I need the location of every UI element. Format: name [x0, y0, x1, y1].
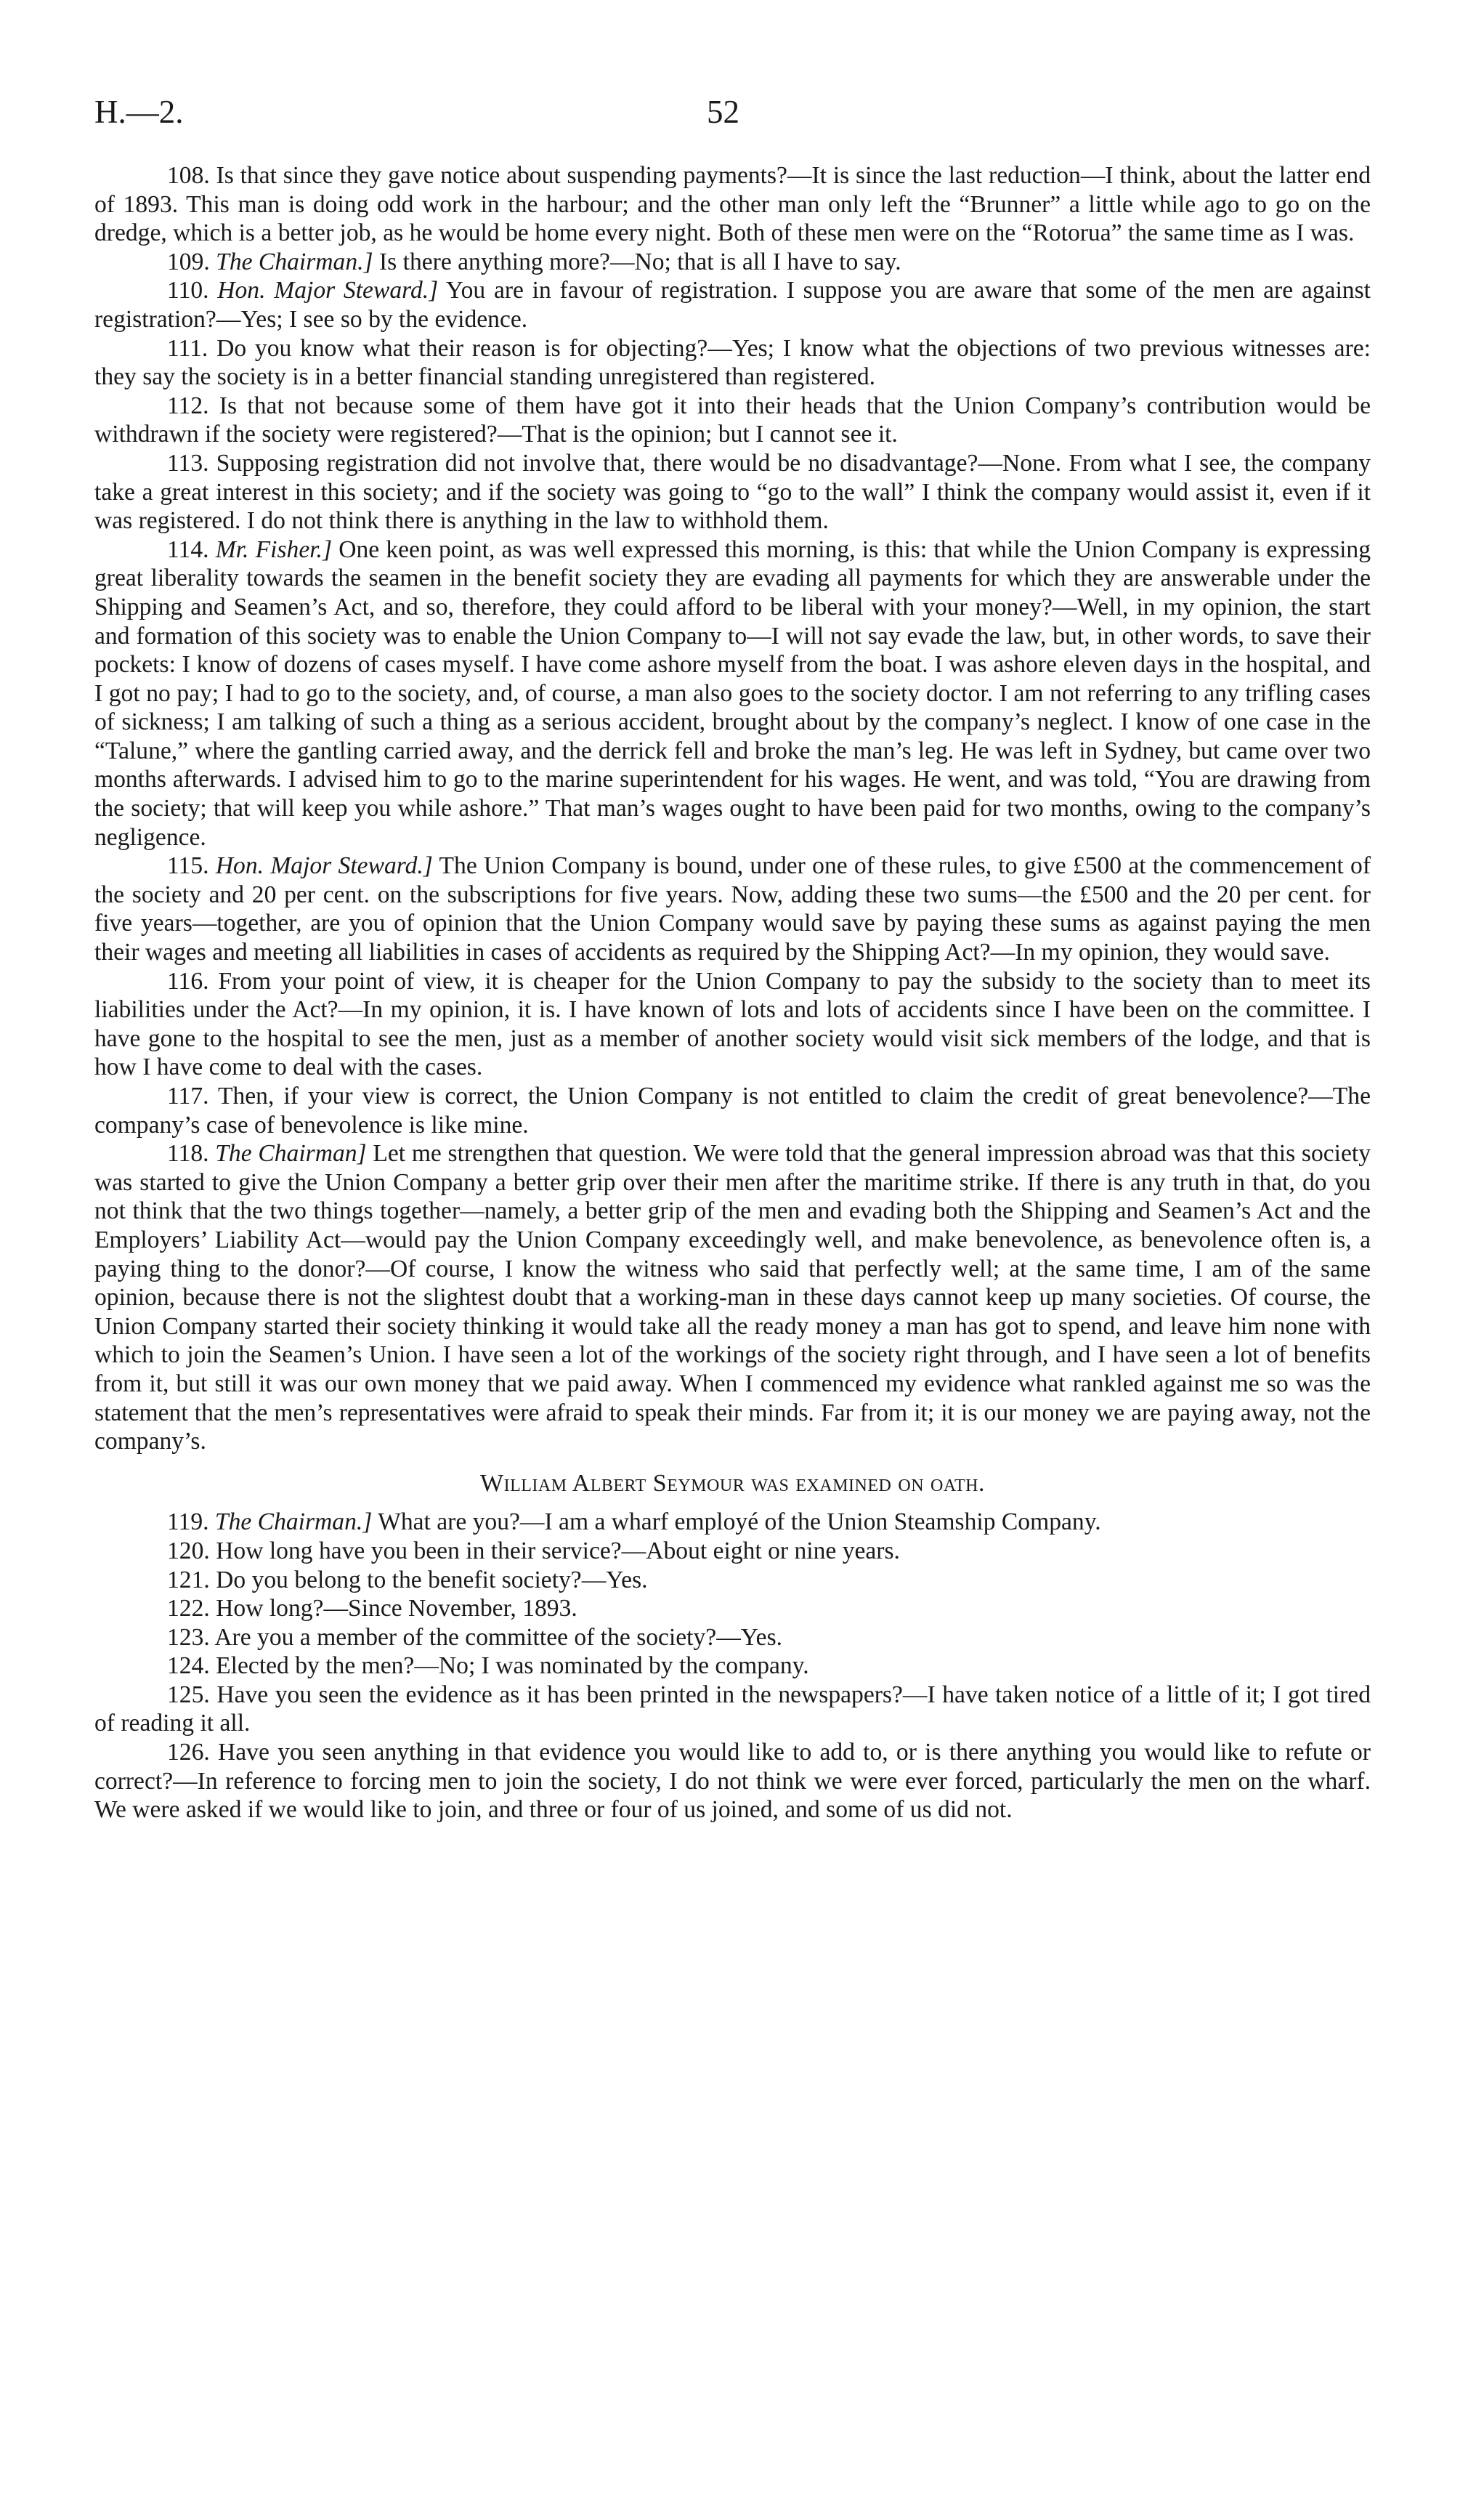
question-answer-text: One keen point, as was well expressed this morning, is this: that while the Union Company is expressing great liberality towards the seamen in the benefit society they are evading all payments for which they are answerable under the Shipping and Seamen’s Act, and so, therefore, they could afford to be liberal with your money?—Well, in my opinion, the start and formation of this society was to enable the Union Company to—I will not say evade the law, but, in other words, to save their pockets: I know of dozens of cases myself. I have come ashore myself from the boat. I was ashore eleven days in the hospital, and I got no pay; I had to go to the society, and, of course, a man also goes to the society doctor. I am not referring to any trifling cases of sickness; I am talking of such a thing as a serious accident, brought about by the company’s neglect. I know of one case in the “Talune,” where the gantling carried away, and the derrick fell and broke the man’s leg. He was left in Sydney, but came over two months afterwards. I advised him to go to the marine superintendent for his wages. He went, and was told, “You are drawing from the society; that will keep you while ashore.” That man’s wages ought to have been paid for two months, owing to the company’s negligence. [94, 535, 1371, 851]
question-number: 123. [167, 1623, 210, 1651]
witness-heading [94, 1469, 1371, 1498]
question-paragraph [94, 1594, 1371, 1623]
question-paragraph [94, 1652, 1371, 1681]
question-number: 112. [167, 392, 209, 419]
question-number: 109. [167, 248, 210, 275]
question-answer-text: Do you belong to the benefit society?—Yes. [216, 1566, 648, 1593]
question-number: 118. [167, 1140, 209, 1168]
speaker-label: The Chairman.] [216, 248, 373, 275]
question-answer-text: Are you a member of the committee of the society?—Yes. [214, 1623, 783, 1651]
question-answer-text: What are you?—I am a wharf employé of the Union Steamship Company. [378, 1508, 1101, 1536]
question-paragraph [94, 334, 1371, 392]
question-paragraph [94, 1082, 1371, 1139]
question-number: 124. [167, 1652, 210, 1680]
question-number: 117. [167, 1083, 209, 1109]
question-number: 116. [167, 967, 209, 995]
question-number: 122. [167, 1595, 210, 1622]
question-answer-text: Have you seen anything in that evidence you would like to add to, or is there anything you would like to refute or correct?—In reference to forcing men to join the society, I do not think we were ever forced, particularly the men on the wharf. We were asked if we would like to join, and three or four of us joined, and some of us did not. [94, 1739, 1371, 1824]
question-paragraph [94, 449, 1371, 535]
evidence-block-1 [94, 161, 1371, 1456]
question-paragraph [94, 248, 1371, 277]
evidence-block-2 [94, 1508, 1371, 1824]
question-paragraph [94, 392, 1371, 449]
question-paragraph [94, 276, 1371, 334]
question-paragraph [94, 161, 1371, 248]
question-number: 113. [167, 449, 209, 477]
question-answer-text: Elected by the men?—No; I was nominated by the company. [216, 1652, 809, 1680]
question-answer-text: The Union Company is bound, under one of these rules, to give £500 at the commencement of the society and 20 per cent. on the subscriptions for five years. Now, adding these two sums—the £500 and the 20 per cent. for five years—together, are you of opinion that the Union Company would save by paying these sums as against paying the men their wages and meeting all liabilities in cases of accidents as required by the Shipping Act?—In my opinion, they would save. [94, 852, 1371, 966]
question-number: 126. [167, 1739, 210, 1766]
question-number: 115. [167, 852, 209, 880]
question-paragraph [94, 535, 1371, 852]
parliamentary-paper-ref: H.—2. [94, 94, 184, 130]
question-number: 125. [167, 1681, 210, 1708]
question-number: 120. [167, 1537, 210, 1564]
page-number: 52 [707, 94, 739, 130]
question-number: 108. [167, 162, 210, 189]
witness-name: William Albert Seymour [479, 1469, 745, 1497]
question-answer-text: Do you know what their reason is for objecting?—Yes; I know what the objections of two previous witnesses are: they say the society is in a better financial standing unregistered than registered. [94, 334, 1371, 391]
evidence-body [94, 161, 1371, 1824]
question-number: 121. [167, 1566, 210, 1593]
question-answer-text: Is there anything more?—No; that is all I have to say. [379, 248, 901, 275]
question-number: 111. [167, 334, 208, 362]
question-number: 110. [167, 277, 209, 304]
question-paragraph [94, 1681, 1371, 1738]
speaker-label: Hon. Major Steward.] [217, 277, 439, 304]
question-answer-text: Is that not because some of them have got it into their heads that the Union Company’s contribution would be withdrawn if the society were registered?—That is the opinion; but I cannot see it. [94, 392, 1371, 448]
speaker-label: Mr. Fisher.] [215, 535, 333, 563]
question-paragraph [94, 1537, 1371, 1566]
question-answer-text: Let me strengthen that question. We were told that the general impression abroad was that this society was started to give the Union Company a better grip over their men after the maritime strike. If there is any truth in that, do you not think that the two things together—namely, a better grip of the men and evading both the Shipping and Seamen’s Act and the Employers’ Liability Act—would pay the Union Company exceedingly well, and make benevolence, as benevolence often is, a paying thing to the donor?—Of course, I know the witness who said that perfectly well; at the same time, I am of the same opinion, because there is not the slightest doubt that a working-man in these days cannot keep up many societies. Of course, the Union Company started their society thinking it would take all the ready money a man has got to spend, and leave him none with which to join the Seamen’s Union. I have seen a lot of the workings of the society right through, and I have seen a lot of benefits from it, but still it was our own money that we paid away. When I commenced my evidence what rankled against me so was the statement that the men’s representatives were afraid to speak their minds. Far from it; it is our money we are paying away, not the company’s. [94, 1140, 1371, 1455]
question-answer-text: You are in favour of registration. I suppose you are aware that some of the men are against registration?—Yes; I see so by the evidence. [94, 277, 1371, 333]
question-answer-text: Supposing registration did not involve that, there would be no disadvantage?—None. From what I see, the company take a great interest in this society; and if the society was going to “go to the wall” I think the company would assist it, even if it was registered. I do not think there is anything in the law to withhold them. [94, 449, 1371, 535]
question-paragraph [94, 1738, 1371, 1824]
question-answer-text: Then, if your view is correct, the Union Company is not entitled to claim the credit of great benevolence?—The company’s case of benevolence is like mine. [94, 1083, 1371, 1139]
question-paragraph [94, 1139, 1371, 1456]
question-answer-text: How long have you been in their service?—About eight or nine years. [216, 1537, 900, 1564]
speaker-label: The Chairman.] [214, 1508, 373, 1536]
question-number: 114. [167, 535, 209, 563]
question-answer-text: Have you seen the evidence as it has been printed in the newspapers?—I have taken notice of a little of it; I got tired of reading it all. [94, 1681, 1371, 1737]
speaker-label: Hon. Major Steward.] [215, 852, 433, 880]
speaker-label: The Chairman] [215, 1140, 367, 1168]
question-number: 119. [167, 1508, 209, 1536]
question-paragraph [94, 967, 1371, 1082]
question-paragraph [94, 1566, 1371, 1595]
question-paragraph [94, 1508, 1371, 1537]
question-answer-text: From your point of view, it is cheaper for the Union Company to pay the subsidy to the society than to meet its liabilities under the Act?—In my opinion, it is. I have known of lots and lots of accidents since I have been on the committee. I have gone to the hospital to see the men, just as a member of another society would visit sick members of the lodge, and that is how I have come to deal with the cases. [94, 967, 1371, 1081]
question-answer-text: How long?—Since November, 1893. [216, 1595, 577, 1622]
question-answer-text: Is that since they gave notice about suspending payments?—It is since the last reduction—I think, about the latter end of 1893. This man is doing odd work in the harbour; and the other man only left the “Brunner” a little while ago to go on the dredge, which is a better job, as he would be home every night. Both of these men were on the “Rotorua” the same time as I was. [94, 162, 1371, 247]
witness-oath-text: was examined on oath. [751, 1469, 986, 1497]
question-paragraph [94, 852, 1371, 966]
page-header [94, 93, 1373, 137]
question-paragraph [94, 1623, 1371, 1652]
